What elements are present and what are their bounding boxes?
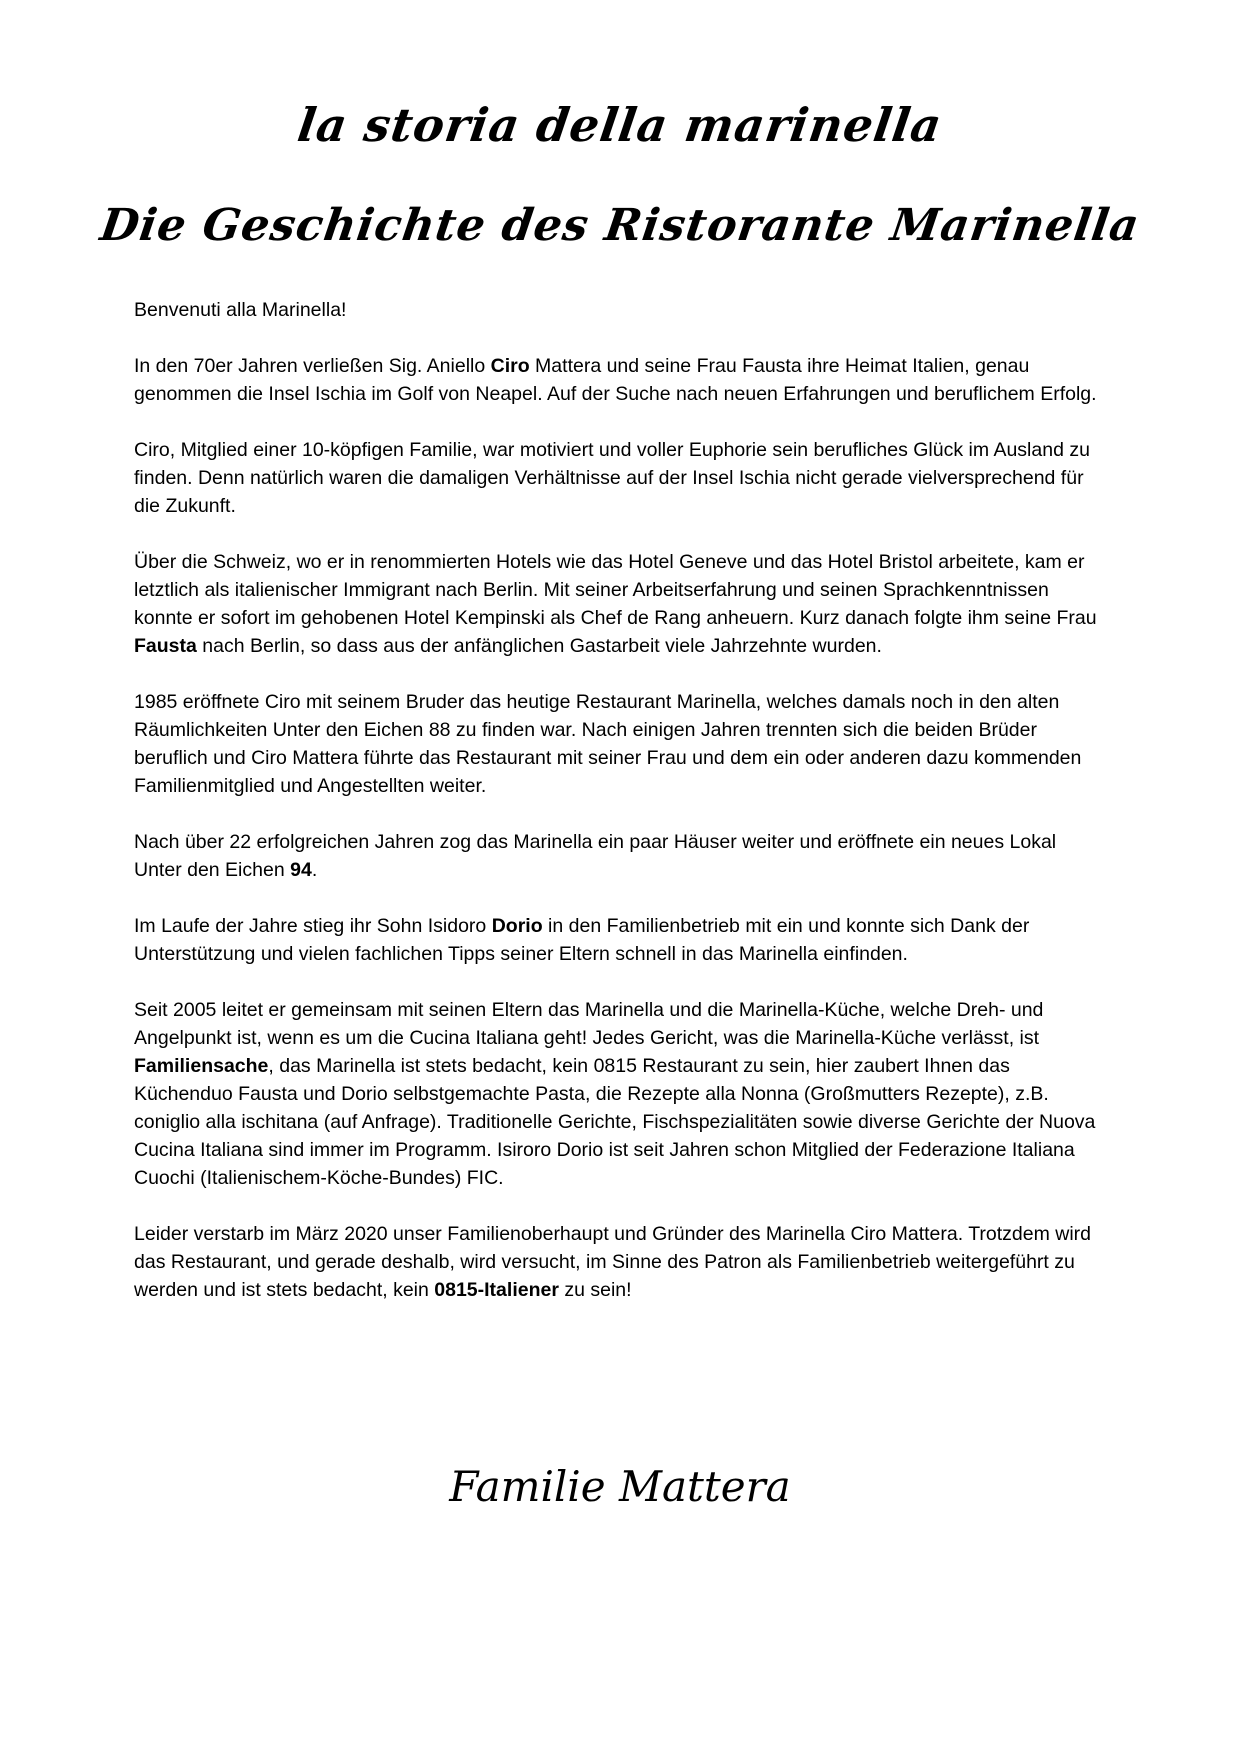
paragraph-son <box>134 912 1106 968</box>
paragraph-relocation <box>134 828 1106 884</box>
bold-familiensache: Familiensache <box>134 1055 269 1077</box>
paragraph-berlin <box>134 548 1106 660</box>
signature: Familie Mattera <box>449 1462 791 1511</box>
paragraph-text: in den Familienbetrieb mit ein und konnte sich Dank der Unterstützung und vielen fachlichen Tipps seiner Eltern schnell in das Marinella einfinden. <box>134 915 1030 965</box>
paragraph-kitchen <box>134 996 1106 1192</box>
bold-name-fausta: Fausta <box>134 635 197 657</box>
paragraph-text: Mattera und seine Frau Fausta ihre Heimat Italien, genau genommen die Insel Ischia im Golf von Neapel. Auf der Suche nach neuen Erfahrungen und beruflichem Erfolg. <box>134 355 1097 405</box>
paragraph-text: Leider verstarb im März 2020 unser Familienoberhaupt und Gründer des Marinella Ciro Mattera. Trotzdem wird das Restaurant, und gerade deshalb, wird versucht, im Sinne des Patron als Familienbetrieb weitergeführt zu werden und ist stets bedacht, kein <box>134 1223 1092 1301</box>
bold-name-ciro: Ciro <box>490 355 530 377</box>
story-body <box>134 296 1106 1332</box>
paragraph-memorial <box>134 1220 1106 1304</box>
paragraph-text: Im Laufe der Jahre stieg ihr Sohn Isidoro <box>134 915 492 937</box>
title-german: Die Geschichte des Ristorante Marinella <box>97 200 1143 251</box>
paragraph-emigration <box>134 352 1106 408</box>
paragraph-family: Ciro, Mitglied einer 10-köpfigen Familie, war motiviert und voller Euphorie sein berufliches Glück im Ausland zu finden. Denn natürlich waren die damaligen Verhältnisse auf der Insel Ischia nicht gerade vielversprechend für die Zukunft. <box>134 439 1090 517</box>
greeting: Benvenuti alla Marinella! <box>134 299 347 321</box>
paragraph-text: In den 70er Jahren verließen Sig. Aniello <box>134 355 491 377</box>
paragraph-text: Seit 2005 leitet er gemeinsam mit seinen Eltern das Marinella und die Marinella-Küche, welche Dreh- und Angelpunkt ist, wenn es um die Cucina Italiana geht! Jedes Gericht, was die Marinella-Küche verlässt, ist <box>134 999 1044 1049</box>
paragraph-text: Über die Schweiz, wo er in renommierten Hotels wie das Hotel Geneve und das Hotel Bristol arbeitete, kam er letztlich als italienischer Immigrant nach Berlin. Mit seiner Arbeitserfahrung und seinen Sprachkenntnissen konnte er sofort im gehobenen Hotel Kempinski als Chef de Rang anheuern. Kurz danach folgte ihm seine Frau <box>134 551 1097 629</box>
title-italian: la storia della marinella <box>294 98 946 152</box>
paragraph-founding: 1985 eröffnete Ciro mit seinem Bruder das heutige Restaurant Marinella, welches damals noch in den alten Räumlichkeiten Unter den Eichen 88 zu finden war. Nach einigen Jahren trennten sich die beiden Brüder beruflich und Ciro Mattera führte das Restaurant mit seiner Frau und dem ein oder anderen dazu kommenden Familienmitglied und Angestellten weiter. <box>134 691 1082 797</box>
paragraph-text: nach Berlin, so dass aus der anfänglichen Gastarbeit viele Jahrzehnte wurden. <box>196 635 882 657</box>
paragraph-text: Nach über 22 erfolgreichen Jahren zog das Marinella ein paar Häuser weiter und eröffnete ein neues Lokal Unter den Eichen <box>134 831 1057 881</box>
paragraph-text: zu sein! <box>558 1279 632 1301</box>
bold-name-dorio: Dorio <box>491 915 543 937</box>
bold-number-94: 94 <box>290 859 312 881</box>
bold-0815-italiener: 0815-Italiener <box>434 1279 559 1301</box>
paragraph-text: , das Marinella ist stets bedacht, kein 0815 Restaurant zu sein, hier zaubert Ihnen das Küchenduo Fausta und Dorio selbstgemachte Pasta, die Rezepte alla Nonna (Großmutters Rezepte), z.B. coniglio alla ischitana (auf Anfrage). Traditionelle Gerichte, Fischspezialitäten sowie diverse Gerichte der Nuova Cucina Italiana sind immer im Programm. Isiroro Dorio ist seit Jahren schon Mitglied der Federazione Italiana Cuochi (Italienischem-Köche-Bundes) FIC. <box>134 1055 1096 1189</box>
paragraph-text: . <box>311 859 318 881</box>
